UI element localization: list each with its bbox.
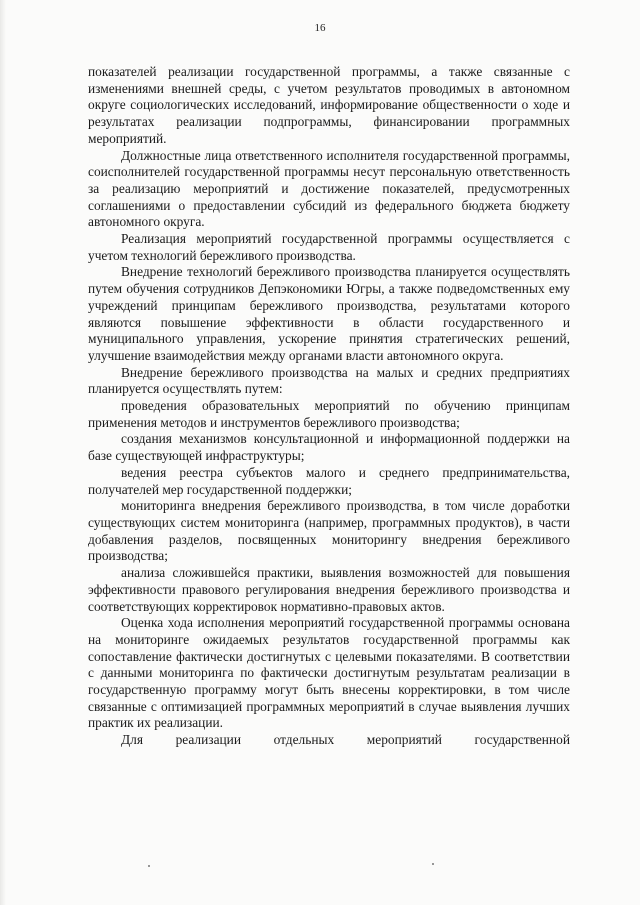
document-body: [88, 64, 570, 749]
scan-edge-shadow: [0, 0, 6, 905]
scan-speck: [148, 865, 150, 867]
paragraph-2: Должностные лица ответственного исполнителя государственной программы, соисполнителей государственной программы несут персональную ответственность за реализацию мероприятий и достижение показателей, предусмотренных соглашениями о предоставлении субсидий из федерального бюджета бюджету автономного округа.: [88, 147, 570, 230]
paragraph-1: показателей реализации государственной программы, а также связанные с изменениями внешней среды, с учетом результатов проводимых в автономном округе социологических исследований, информирование общественности о ходе и результатах реализации подпрограммы, финансировании программных мероприятий.: [88, 64, 570, 146]
list-item-registry: ведения реестра субъектов малого и среднего предпринимательства, получателей мер государственной поддержки;: [88, 464, 570, 497]
list-item-support: создания механизмов консультационной и информационной поддержки на базе существующей инфраструктуры;: [88, 431, 570, 464]
paragraph-3: Реализация мероприятий государственной программы осуществляется с учетом технологий бережливого производства.: [88, 231, 570, 263]
paragraph-assessment: Оценка хода исполнения мероприятий государственной программы основана на мониторинге ожидаемых результатов государственной программы как сопоставление фактически достигнутых с целевыми показателями. В соответствии с данными мониторинга по фактически достигнутым результатам реализации в государственную программу могут быть внесены корректировки, в том числе связанные с оптимизацией программных мероприятий в случае выявления лучших практик их реализации.: [88, 615, 570, 731]
scan-speck: [432, 863, 434, 865]
list-item-education: проведения образовательных мероприятий по обучению принципам применения методов и инструментов бережливого производства;: [88, 398, 570, 430]
list-item-analysis: анализа сложившейся практики, выявления возможностей для повышения эффективности правового регулирования внедрения бережливого производства и соответствующих корректировок нормативно-правовых актов.: [88, 565, 570, 614]
paragraph-5: Внедрение бережливого производства на малых и средних предприятиях планируется осуществлять путем:: [88, 364, 570, 397]
list-item-monitoring: мониторинга внедрения бережливого производства, в том числе доработки существующих систем мониторинга (например, программных продуктов), в части добавления разделов, посвященных мониторингу внедрения бережливого производства;: [88, 498, 570, 564]
page-number: 16: [314, 22, 326, 34]
paragraph-4: Внедрение технологий бережливого производства планируется осуществлять путем обучения сотрудников Депэкономики Югры, а также подведомственных ему учреждений принципам бережливого производства, результатами которого являются повышение эффективности в области государственного и муниципального управления, ускорение принятия стратегических решений, улучшение взаимодействия между органами власти автономного округа.: [88, 264, 570, 363]
paragraph-final: Для реализации отдельных мероприятий государственной: [121, 732, 570, 748]
